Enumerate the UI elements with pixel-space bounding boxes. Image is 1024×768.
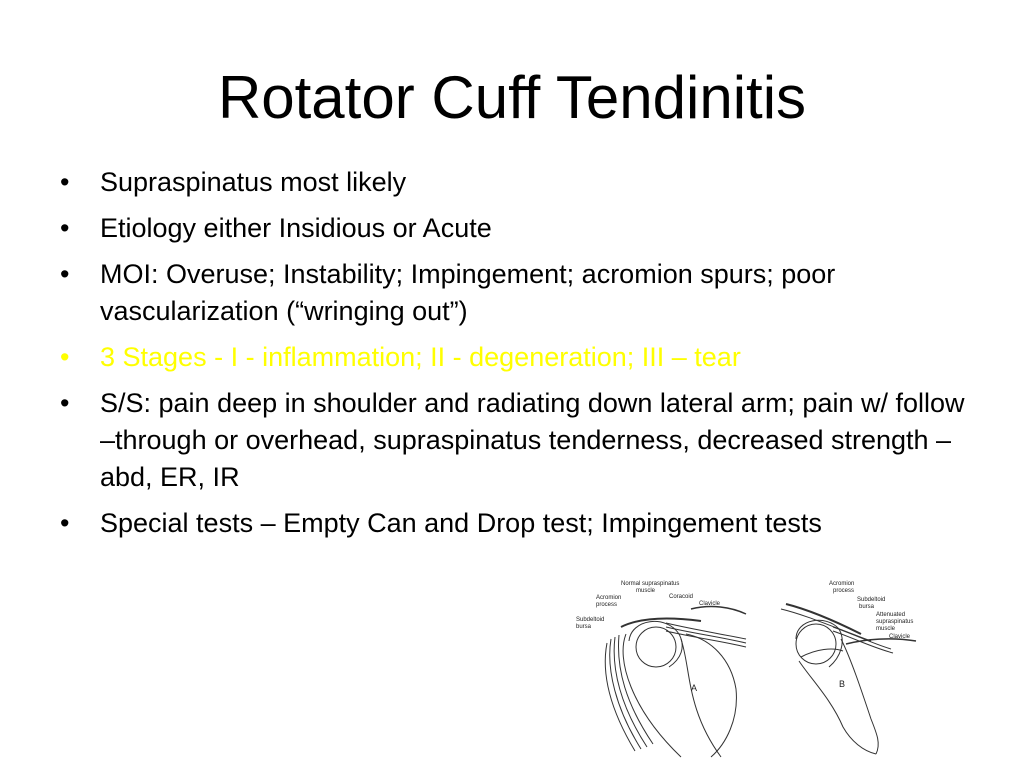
shoulder-anatomy-figure xyxy=(571,579,921,761)
bullet-text: Etiology either Insidious or Acute xyxy=(100,213,492,243)
bullet-item xyxy=(58,164,968,201)
label-subdeltoid: Subdeltoid xyxy=(857,597,886,603)
label-normal-supraspinatus: Normal supraspinatus xyxy=(621,581,680,587)
panel-a-drawing xyxy=(605,607,746,757)
bullet-text: 3 Stages - I - inflammation; II - degeneration; III – tear xyxy=(100,342,741,372)
label-process: process xyxy=(833,588,855,594)
label-attenuated: Attenuated xyxy=(876,612,906,618)
label-acromion: Acromion xyxy=(596,595,622,601)
bullet-item xyxy=(58,210,968,247)
bullet-item xyxy=(58,505,968,542)
bullet-marker: • xyxy=(60,213,70,243)
bullet-marker: • xyxy=(60,259,70,289)
bullet-text: MOI: Overuse; Instability; Impingement; acromion spurs; poor vascularization (“wringing out”) xyxy=(100,259,836,326)
label-clavicle: Clavicle xyxy=(889,634,911,640)
slide-title: Rotator Cuff Tendinitis xyxy=(217,64,807,131)
label-clavicle: Clavicle xyxy=(699,601,721,607)
bullet-marker: • xyxy=(60,167,70,197)
bullet-item-highlighted xyxy=(58,339,968,376)
label-bursa: bursa xyxy=(576,624,592,630)
bullet-text: S/S: pain deep in shoulder and radiating down lateral arm; pain w/ follow –through or overhead, supraspinatus tenderness, decreased strength – abd, ER, IR xyxy=(100,388,965,492)
bullet-item xyxy=(58,256,968,330)
bullet-text: Supraspinatus most likely xyxy=(100,167,407,197)
bullet-marker: • xyxy=(60,342,70,372)
panel-a-labels xyxy=(576,581,721,693)
label-acromion: Acromion xyxy=(829,581,855,587)
label-muscle: muscle xyxy=(876,626,896,632)
bullet-marker: • xyxy=(60,388,70,418)
label-process: process xyxy=(596,602,618,608)
label-bursa: bursa xyxy=(859,604,875,610)
shoulder-anatomy-illustration xyxy=(571,579,921,761)
label-muscle: muscle xyxy=(636,588,656,594)
bullet-marker: • xyxy=(60,508,70,538)
panel-letter-b: B xyxy=(839,679,846,689)
bullet-item xyxy=(58,385,968,496)
bullet-list xyxy=(58,164,968,551)
panel-b-drawing xyxy=(781,604,916,754)
label-subdeltoid: Subdeltoid xyxy=(576,617,605,623)
label-supraspinatus: supraspinatus xyxy=(876,619,914,625)
bullet-text: Special tests – Empty Can and Drop test; Impingement tests xyxy=(100,508,822,538)
panel-letter-a: A xyxy=(691,683,698,693)
label-coracoid: Coracoid xyxy=(669,594,694,600)
